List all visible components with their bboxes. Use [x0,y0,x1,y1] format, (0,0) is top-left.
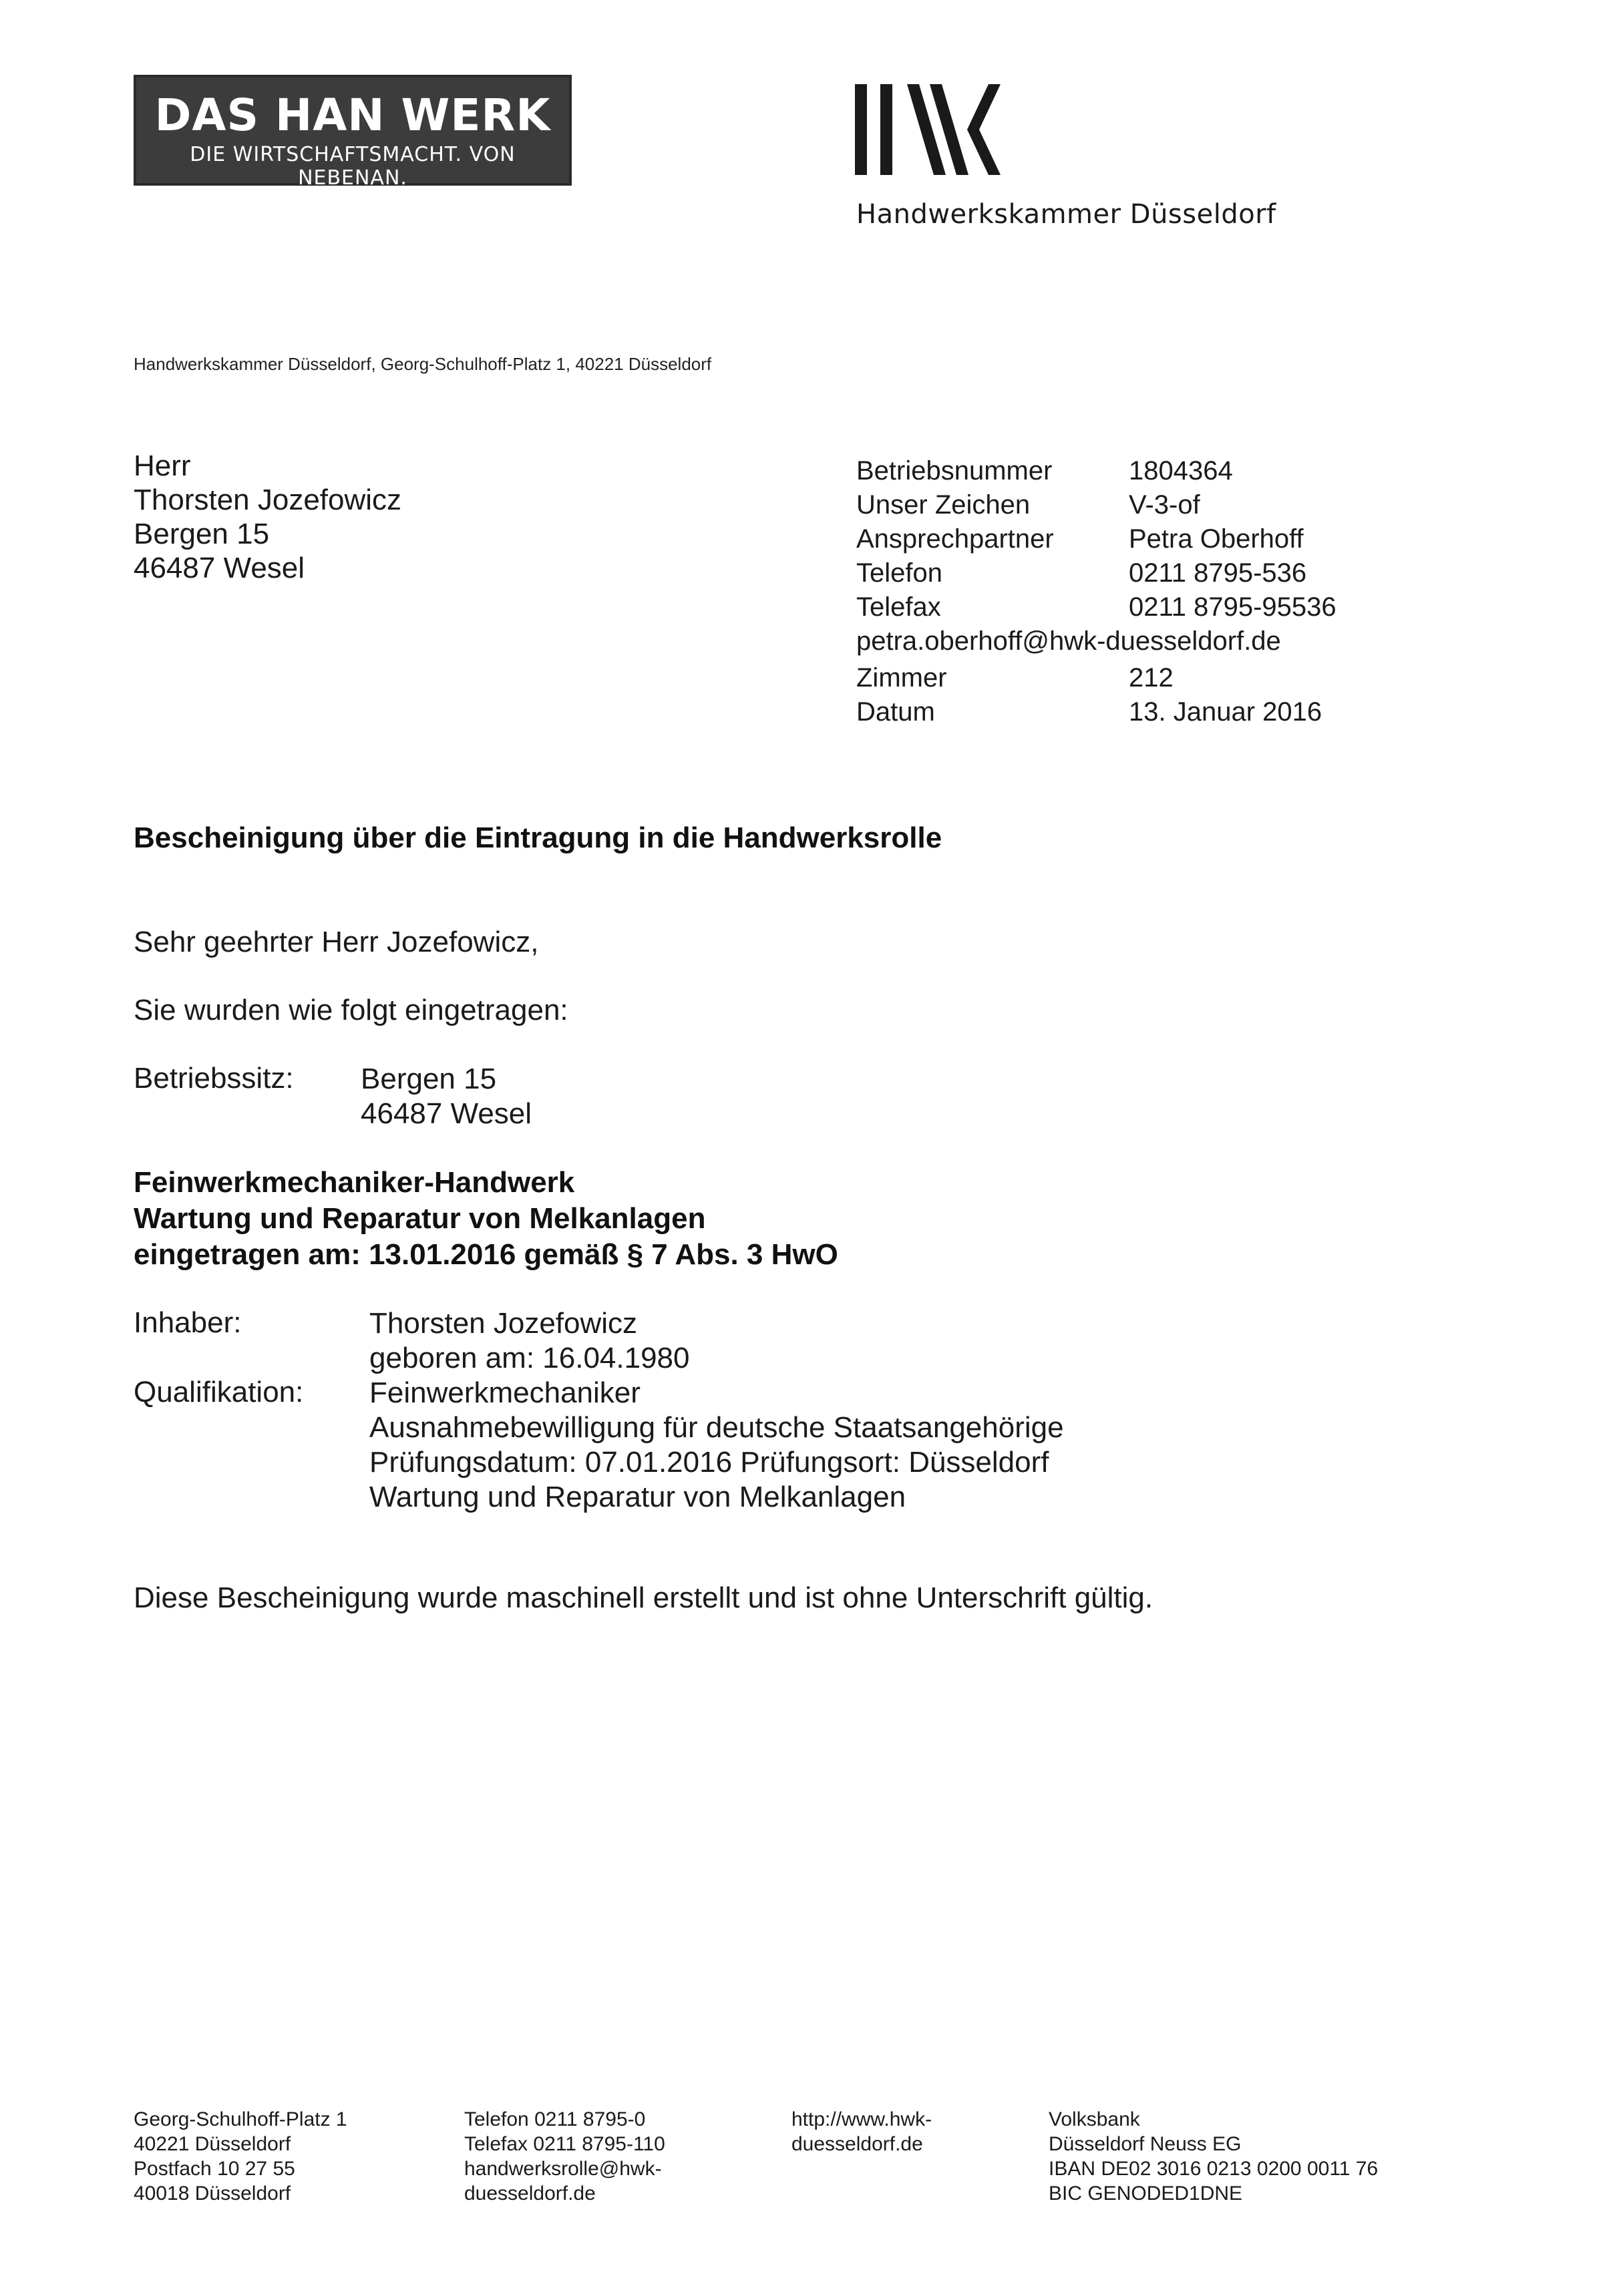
footer-website-link[interactable]: duesseldorf.de [791,2133,923,2155]
sender-address-line: Handwerkskammer Düsseldorf, Georg-Schulhoff-Platz 1, 40221 Düsseldorf [134,354,712,374]
letter-salutation: Sehr geehrter Herr Jozefowicz, [134,926,539,958]
info-label: Datum [856,697,935,727]
inhaber-label: Inhaber: [134,1306,242,1339]
info-label: Zimmer [856,663,947,693]
info-label: Unser Zeichen [856,490,1031,520]
info-value: 0211 8795-95536 [1129,592,1336,622]
footer-line: BIC GENODED1DNE [1049,2182,1243,2205]
footer-line: Telefon 0211 8795-0 [464,2108,646,2130]
footer-web [791,2107,932,2156]
qualifikation-line: Prüfungsdatum: 07.01.2016 Prüfungsort: Düsseldorf [369,1446,1049,1479]
info-value: 13. Januar 2016 [1129,697,1322,727]
info-value: V-3-of [1129,490,1200,520]
qualifikation-line: Ausnahmebewilligung für deutsche Staatsangehörige [369,1411,1064,1444]
recipient-address [134,449,401,585]
footer-email[interactable]: handwerksrolle@hwk- [464,2158,662,2180]
das-handwerk-logo-title: DAS HAN WERK [154,89,551,141]
inhaber-birthdate: geboren am: 16.04.1980 [369,1342,690,1374]
contact-email[interactable]: petra.oberhoff@hwk-duesseldorf.de [856,626,1281,656]
trade-name: Feinwerkmechaniker-Handwerk [134,1166,575,1199]
footer-bank [1049,2107,1378,2206]
trade-registration: eingetragen am: 13.01.2016 gemäß § 7 Abs. 3 HwO [134,1238,838,1271]
info-value: 1804364 [1129,456,1233,486]
recipient-street: Bergen 15 [134,518,270,550]
closing-note: Diese Bescheinigung wurde maschinell erstellt und ist ohne Unterschrift gültig. [134,1581,1153,1614]
footer-website-link[interactable]: http://www.hwk- [791,2108,932,2130]
betriebssitz-value [361,1062,532,1131]
recipient-city: 46487 Wesel [134,552,305,584]
footer-line: Georg-Schulhoff-Platz 1 [134,2108,347,2130]
hwk-logo-name: Handwerkskammer Düsseldorf [856,199,1276,230]
betriebssitz-label: Betriebssitz: [134,1062,294,1095]
qualifikation-line: Feinwerkmechaniker [369,1376,641,1409]
das-handwerk-logo [134,75,572,190]
qualifikation-value [369,1376,1064,1515]
das-handwerk-logo-subtitle: DIE WIRTSCHAFTSMACHT. VON NEBENAN. [190,143,516,190]
info-value: 0211 8795-536 [1129,558,1307,588]
info-label: Telefax [856,592,941,622]
betriebssitz-street: Bergen 15 [361,1063,497,1095]
inhaber-name: Thorsten Jozefowicz [369,1307,638,1340]
trade-activity: Wartung und Reparatur von Melkanlagen [134,1202,706,1235]
qualifikation-label: Qualifikation: [134,1376,304,1408]
info-label: Ansprechpartner [856,524,1054,554]
hwk-logo-icon [855,79,1055,179]
footer-contact [464,2107,665,2206]
info-label: Telefon [856,558,942,588]
recipient-name: Thorsten Jozefowicz [134,484,402,516]
footer-email[interactable]: duesseldorf.de [464,2182,596,2205]
info-value: 212 [1129,663,1174,693]
info-label: Betriebsnummer [856,456,1053,486]
footer-line: Volksbank [1049,2108,1140,2130]
betriebssitz-city: 46487 Wesel [361,1097,532,1130]
footer-line: 40221 Düsseldorf [134,2133,291,2155]
footer-line: Postfach 10 27 55 [134,2158,295,2180]
letter-subject: Bescheinigung über die Eintragung in die Handwerksrolle [134,821,942,854]
footer-line: Telefax 0211 8795-110 [464,2133,665,2155]
footer-address [134,2107,347,2206]
footer-line: 40018 Düsseldorf [134,2182,291,2205]
trade-entry [134,1165,838,1273]
info-value: Petra Oberhoff [1129,524,1304,554]
footer-line: Düsseldorf Neuss EG [1049,2133,1242,2155]
inhaber-value [369,1306,690,1376]
footer-line: IBAN DE02 3016 0213 0200 0011 76 [1049,2158,1379,2180]
letter-intro: Sie wurden wie folgt eingetragen: [134,994,568,1026]
qualifikation-line: Wartung und Reparatur von Melkanlagen [369,1481,906,1513]
recipient-salutation: Herr [134,449,191,482]
